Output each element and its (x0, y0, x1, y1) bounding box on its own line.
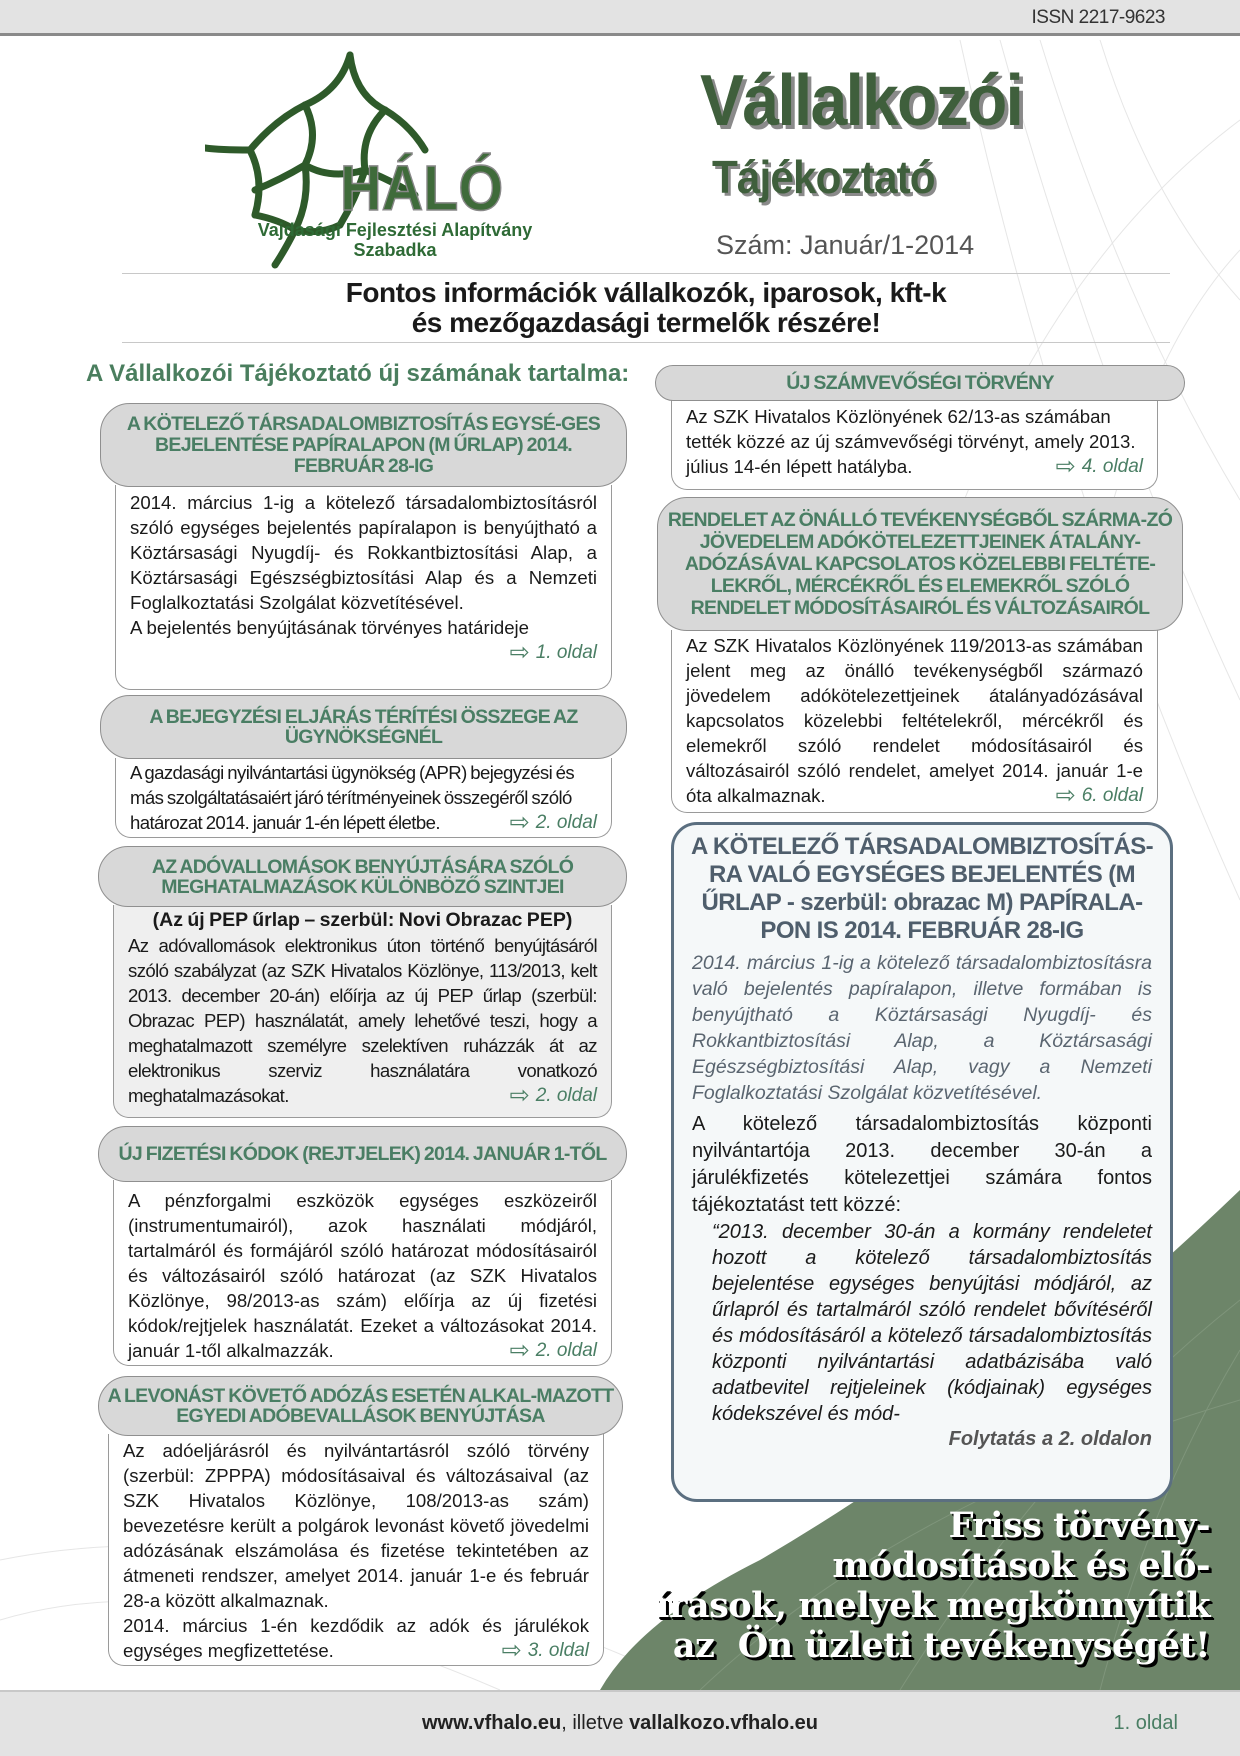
continued-link[interactable]: Folytatás a 2. oldalon (948, 1428, 1152, 1450)
arrow-right-icon: ⇨ (1055, 782, 1076, 809)
article-header[interactable]: AZ ADÓVALLOMÁSOK BENYÚJTÁSÁRA SZÓLÓ MEGHATALMAZÁSOK KÜLÖNBÖZŐ SZINTJEI (98, 846, 627, 907)
arrow-right-icon: ⇨ (509, 809, 530, 836)
summary-text: Az adóvallomások elektronikus úton történő benyújtásáról szóló szabályzat (az SZK Hivatalos Közlönye, 113/2013, kelt 2013. december 20-án) előírja az új PEP űrlap (szerbül: Obrazac PEP) használatát, amely lehetővé teszi, hogy a meghatalmazott személyre szelektíven ruházzák át az elektronikus szerviz használatára vonatkozó meghatalmazásokat. (128, 935, 597, 1106)
page-link[interactable] (510, 1083, 597, 1108)
divider (122, 273, 1170, 274)
summary-text: A gazdasági nyilvántartási ügynökség (APR) bejegyzési és más szolgáltatásaiért járó térítményeinek összegéről szóló határozat 2014. január 1-én lépett életbe. (130, 762, 575, 833)
page-ref: 2. oldal (535, 812, 597, 833)
arrow-right-icon: ⇨ (509, 639, 530, 666)
issn: ISSN 2217-9623 (1031, 7, 1165, 28)
article-summary (113, 1180, 612, 1366)
page-ref: 4. oldal (1081, 456, 1143, 477)
page-link[interactable] (1056, 783, 1143, 808)
page-ref: 6. oldal (1081, 785, 1143, 806)
article-summary (113, 905, 612, 1118)
top-bar (0, 0, 1240, 36)
article-header[interactable]: A BEJEGYZÉSI ELJÁRÁS TÉRÍTÉSI ÖSSZEGE AZ ÜGYNÖKSÉGNÉL (100, 695, 627, 759)
page-ref: 2. oldal (535, 1085, 597, 1106)
logo (205, 50, 585, 270)
page-link[interactable] (1056, 454, 1143, 479)
arrow-right-icon: ⇨ (501, 1637, 522, 1664)
page-link[interactable] (510, 1338, 597, 1363)
footer (0, 1690, 1240, 1756)
feature-and-slogan (656, 822, 1210, 1666)
slogan (656, 1506, 1210, 1666)
article-summary (115, 758, 612, 838)
footer-urls (0, 1712, 1240, 1735)
tagline-line: Fontos információk vállalkozók, iparosok, kft-k (345, 277, 947, 308)
toc-title: A Vállalkozói Tájékoztató új számának tartalma: (86, 360, 630, 387)
page-link[interactable] (130, 640, 597, 665)
feature-article (671, 822, 1173, 1502)
page-ref: 1. oldal (535, 642, 597, 663)
logo-org-text (245, 220, 545, 260)
summary-text: Az SZK Hivatalos Közlönyének 119/2013-as számában jelent meg az önálló tevékenységből származó jövedelem adókötelezettjeinek átalányadózásával kapcsolatos közelebbi feltételekről, mércékről és elemekről szóló rendelet módosításairól és változásairól szóló rendelet, amelyet 2014. január 1-e óta alkalmaznak. (686, 635, 1143, 806)
summary-text: 2014. március 1-ig a kötelező társadalombiztosításról szóló egységes bejelentés papíralapon is benyújtható a Köztársasági Nyugdíj- és Rokkantbiztosítási Alap, a Köztársasági Egészségbiztosítási Alap és a Nemzeti Foglalkoztatási Szolgálat közvetítésével. (130, 492, 597, 613)
article-summary (108, 1434, 604, 1666)
arrow-right-icon: ⇨ (509, 1082, 530, 1109)
summary-text: A pénzforgalmi eszközök egységes eszközeiről (instrumentumairól), azok használati módjáról, tartalmáról és formájáról szóló határozat módosításairól és változásairól szóló határozat (az SZK Hivatalos Közlönye, 98/2013-as szám) előírja az új fizetési kódok/rejtjelek használatát. Ezeket a változásokat 2014. január 1-től alkalmazzák. (128, 1190, 597, 1361)
org-name: Vajdasági Fejlesztési Alapítvány (257, 220, 533, 240)
page-ref: 2. oldal (535, 1340, 597, 1361)
page-link[interactable] (510, 810, 597, 835)
masthead-title: Vállalkozói (700, 61, 1023, 141)
page-number: 1. oldal (1113, 1712, 1178, 1734)
feature-lead: 2014. március 1-ig a kötelező társadalombiztosításra való bejelentés papíralapon, illetve formában is benyújtható a Köztársasági Nyugdíj- és Rokkantbiztosítási Alap, a Köztársasági Egészségbiztosítási Alap, vagy a Nemzeti Foglalkoztatási Szolgálat közvetítésével. (692, 952, 1152, 1104)
article-header[interactable]: RENDELET AZ ÖNÁLLÓ TEVÉKENYSÉGBŐL SZÁRMA-ZÓ JÖVEDELEM ADÓKÖTELEZETTJEINEK ÁTALÁNY-ADÓZÁSÁVAL KAPCSOLATOS KÖZELEBBI FELTÉTE-LEKRŐL, MÉRCÉKRŐL ÉS ELEMEKRŐL SZÓLÓ RENDELET MÓDOSÍTÁSAIRÓL ÉS VÁLTOZÁSAIRÓL (657, 497, 1183, 631)
article-header[interactable]: ÚJ SZÁMVEVŐSÉGI TÖRVÉNY (655, 365, 1185, 401)
feature-quote: “2013. december 30-án a kormány rendeletet hozott a kötelező társadalombiztosítás bejelentése egységes benyújtási módjáról, az űrlapról és tartalmáról szóló rendelet bővítéséről és módosításáról a kötelező társadalombiztosítás központi nyilvántartási adatbázisába való adatbevitel rejtjeleinek (kódjainak) egységes kódekszével és mód- (712, 1221, 1152, 1425)
org-city: Szabadka (353, 240, 437, 260)
issue-number: Szám: Január/1-2014 (716, 230, 975, 260)
summary-paragraph (128, 1188, 597, 1363)
website-link[interactable]: vallalkozo.vfhalo.eu (629, 1712, 819, 1734)
summary-text: A bejelentés benyújtásának törvényes határideje (130, 617, 530, 638)
summary-text: 2014. március 1-én kezdődik az adók és járulékok egységes megfizettetése. (123, 1615, 589, 1661)
feature-body: A kötelező társadalombiztosítás központi nyilvántartója 2013. december 30-án a járulékfizetés kötelezettjei számára fontos tájékoztatást tett közzé: (692, 1113, 1152, 1216)
masthead-subtitle: Tájékoztató (712, 151, 935, 203)
article-summary (671, 399, 1158, 490)
article-header[interactable]: ÚJ FIZETÉSI KÓDOK (REJTJELEK) 2014. JANUÁR 1-TŐL (98, 1126, 627, 1182)
summary-paragraph (128, 933, 597, 1108)
slogan-line: az Ön üzleti tevékenységét! (672, 1625, 1210, 1666)
summary-text: Az adóeljárásról és nyilvántartásról szóló törvény (szerbül: ZPPPA) módosításaival és változásaival (az SZK Hivatalos Közlönye, 108/2013-as szám) bevezetésre került a polgárok levonást követő jövedelmi adózásának elszámolása és fizetése tekintetében az átmeneti rendszer, amelyet 2014. január 1-e és február 28-a között alkalmaznak. (123, 1440, 589, 1611)
logo-wordmark: HÁLÓ (340, 152, 504, 224)
summary-paragraph (130, 760, 597, 835)
arrow-right-icon: ⇨ (1055, 453, 1076, 480)
summary-paragraph (686, 633, 1143, 808)
slogan-line: módosítások és elő- (832, 1545, 1210, 1586)
summary-text: Az SZK Hivatalos Közlönyének 62/13-as számában tették közzé az új számvevőségi törvényt, amely 2013. július 14-én lépett hatályba. (686, 406, 1136, 477)
tagline (122, 278, 1170, 338)
feature-headline: A KÖTELEZŐ TÁRSADALOMBIZTOSÍTÁS-RA VALÓ EGYSÉGES BEJELENTÉS (M ŰRLAP - szerbül: obrazac M) PAPÍRALA-PON IS 2014. FEBRUÁR 28-IG (690, 833, 1154, 944)
footer-separator: , illetve (561, 1712, 630, 1734)
summary-paragraph (686, 404, 1143, 479)
slogan-line: írások, melyek megkönnyítik (656, 1585, 1210, 1626)
article-summary (115, 485, 612, 690)
summary-paragraph (123, 1613, 589, 1663)
article-subheader: (Az új PEP űrlap – szerbül: Novi Obrazac PEP) (152, 909, 573, 931)
article-summary (671, 630, 1158, 813)
article-header[interactable]: A LEVONÁST KÖVETŐ ADÓZÁS ESETÉN ALKAL-MAZOTT EGYEDI ADÓBEVALLÁSOK BENYÚJTÁSA (98, 1376, 623, 1436)
page-ref: 3. oldal (527, 1640, 589, 1661)
divider (122, 342, 1170, 343)
tagline-line: és mezőgazdasági termelők részére! (411, 307, 881, 338)
website-link[interactable]: www.vfhalo.eu (421, 1712, 562, 1734)
slogan-line: Friss törvény- (948, 1505, 1210, 1546)
article-header[interactable]: A KÖTELEZŐ TÁRSADALOMBIZTOSÍTÁS EGYSÉ-GES BEJELENTÉSE PAPÍRALAPON (M ŰRLAP) 2014. FEBRUÁR 28-IG (100, 403, 627, 487)
page-link[interactable] (502, 1638, 589, 1663)
arrow-right-icon: ⇨ (509, 1337, 530, 1364)
